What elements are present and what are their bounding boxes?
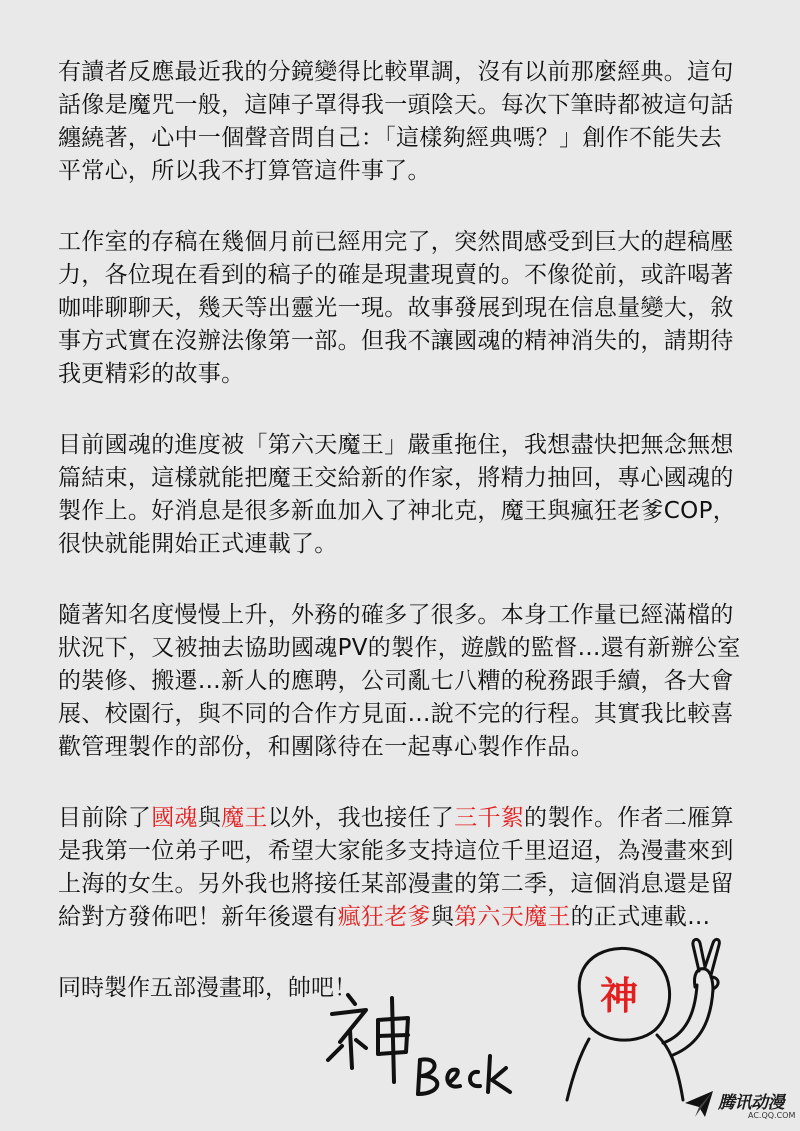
text-segment: 的製作。作者二雁算 <box>524 805 734 831</box>
text-segment: 以外，我也接任了 <box>267 805 455 831</box>
text-segment: 工作室的存稿在幾個月前已經用完了，突然間感受到巨大的趕稿壓 <box>58 229 734 255</box>
closing-line: 同時製作五部漫畫耶，帥吧！ <box>58 975 357 1001</box>
text-segment: 咖啡聊聊天，幾天等出靈光一現。故事發展到現在信息量變大，敘 <box>58 295 734 321</box>
text-segment: 有讀者反應最近我的分鏡變得比較單調，沒有以前那麼經典。這句 <box>58 59 734 85</box>
letter-body <box>58 56 758 1005</box>
text-segment: 目前除了 <box>58 805 152 831</box>
paragraph-line <box>58 901 758 934</box>
text-segment: 隨著知名度慢慢上升，外務的確多了很多。本身工作量已經滿檔的 <box>58 602 734 628</box>
text-segment: 與 <box>430 904 455 930</box>
text-segment: 上海的女生。另外我也將接任某部漫畫的第二季，這個消息還是留 <box>58 871 734 897</box>
paragraph-line <box>58 802 758 835</box>
paragraph-line <box>58 835 758 868</box>
paragraph <box>58 226 758 391</box>
paragraph-line <box>58 665 758 698</box>
character-drawing <box>545 935 745 1105</box>
highlighted-title: 第六天魔王 <box>454 904 571 930</box>
text-segment: 事方式實在沒辦法像第一部。但我不讓國魂的精神消失的，請期待 <box>58 328 734 354</box>
paragraph <box>58 802 758 934</box>
paragraph-line <box>58 89 758 122</box>
paragraph-line <box>58 528 758 561</box>
highlighted-title: 三千絮 <box>454 805 525 831</box>
watermark-name: 腾讯动漫 <box>718 1093 784 1113</box>
text-segment: 力，各位現在看到的稿子的確是現畫現賣的。不像從前，或許喝著 <box>58 262 734 288</box>
text-segment: 目前國魂的進度被「第六天魔王」嚴重拖住，我想盡快把無念無想 <box>58 432 734 458</box>
paragraph-line <box>58 868 758 901</box>
highlighted-title: 國魂 <box>151 805 198 831</box>
text-segment: 與 <box>197 805 222 831</box>
paragraph-line <box>58 462 758 495</box>
paragraph-line <box>58 599 758 632</box>
text-segment: 我更精彩的故事。 <box>58 361 245 387</box>
watermark-logo <box>683 1088 795 1120</box>
highlighted-title: 魔王 <box>221 805 268 831</box>
paragraph-line <box>58 56 758 89</box>
text-segment: 的正式連載… <box>570 904 711 930</box>
paragraph-line <box>58 292 758 325</box>
text-segment: 的裝修、搬遷…新人的應聘，公司亂七八糟的稅務跟手續，各大會 <box>58 668 734 694</box>
paragraph <box>58 56 758 188</box>
paragraph-line <box>58 632 758 665</box>
paragraph-line <box>58 226 758 259</box>
text-segment: 篇結束，這樣就能把魔王交給新的作家，將精力抽回，專心國魂的 <box>58 465 734 491</box>
paragraph-line <box>58 155 758 188</box>
signature-graphic <box>320 990 520 1100</box>
text-segment: 給對方發佈吧！新年後還有 <box>58 904 338 930</box>
paragraph-list <box>58 56 758 934</box>
paragraph <box>58 599 758 764</box>
text-segment: 纏繞著，心中一個聲音問自己：「這樣夠經典嗎？」創作不能失去 <box>58 125 723 151</box>
text-segment: 歡管理製作的部份，和團隊待在一起專心製作作品。 <box>58 734 594 760</box>
text-segment: 是我第一位弟子吧，希望大家能多支持這位千里迢迢，為漫畫來到 <box>58 838 734 864</box>
text-segment: 狀況下，又被抽去協助國魂PV的製作，遊戲的監督…還有新辦公室 <box>58 635 741 661</box>
paragraph-line <box>58 495 758 528</box>
text-segment: 平常心，所以我不打算管這件事了。 <box>58 158 431 184</box>
text-segment: 很快就能開始正式連載了。 <box>58 531 338 557</box>
paragraph-line <box>58 698 758 731</box>
character-badge: 神 <box>600 974 639 1018</box>
paragraph-line <box>58 259 758 292</box>
text-segment: 話像是魔咒一般，這陣子罩得我一頭陰天。每次下筆時都被這句話 <box>58 92 734 118</box>
watermark-domain: AC.QQ.COM <box>748 1111 796 1120</box>
paragraph-line <box>58 358 758 391</box>
paragraph-line <box>58 429 758 462</box>
paragraph-line <box>58 731 758 764</box>
text-segment: 製作上。好消息是很多新血加入了神北克，魔王與瘋狂老爹COP， <box>58 498 737 524</box>
paragraph-line <box>58 325 758 358</box>
text-segment: 展、校園行，與不同的合作方見面…說不完的行程。其實我比較喜 <box>58 701 734 727</box>
paragraph-line <box>58 122 758 155</box>
highlighted-title: 瘋狂老爹 <box>337 904 431 930</box>
paragraph <box>58 429 758 561</box>
paper-plane-icon <box>683 1089 715 1119</box>
